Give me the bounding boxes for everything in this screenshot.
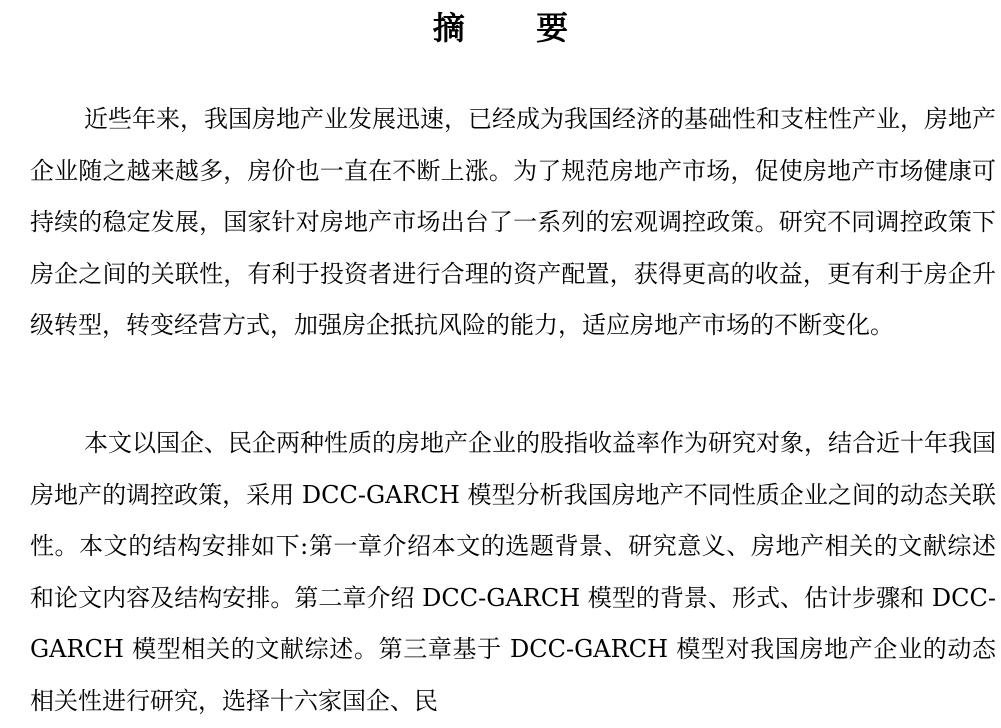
abstract-title: 摘 要 <box>432 9 599 47</box>
abstract-paragraph-2: 本文以国企、民企两种性质的房地产企业的股指收益率作为研究对象，结合近十年我国房地产的调控政策，采用 DCC-GARCH 模型分析我国房地产不同性质企业之间的动态关联性。本文的结构安排如下:第一章介绍本文的选题背景、研究意义、房地产相关的文献综述和论文内容及结构安排。第二章介绍 DCC-GARCH 模型的背景、形式、估计步骤和 DCC-GARCH 模型相关的文献综述。第三章基于 DCC-GARCH 模型对我国房地产企业的动态相关性进行研究，选择十六家国企、民 <box>30 429 996 715</box>
abstract-paragraph-1: 近些年来，我国房地产业发展迅速，已经成为我国经济的基础性和支柱性产业，房地产企业随之越来越多，房价也一直在不断上涨。为了规范房地产市场，促使房地产市场健康可持续的稳定发展，国家针对房地产市场出台了一系列的宏观调控政策。研究不同调控政策下房企之间的关联性，有利于投资者进行合理的资产配置，获得更高的收益，更有利于房企升级转型，转变经营方式，加强房企抵抗风险的能力，适应房地产市场的不断变化。 <box>30 105 996 340</box>
